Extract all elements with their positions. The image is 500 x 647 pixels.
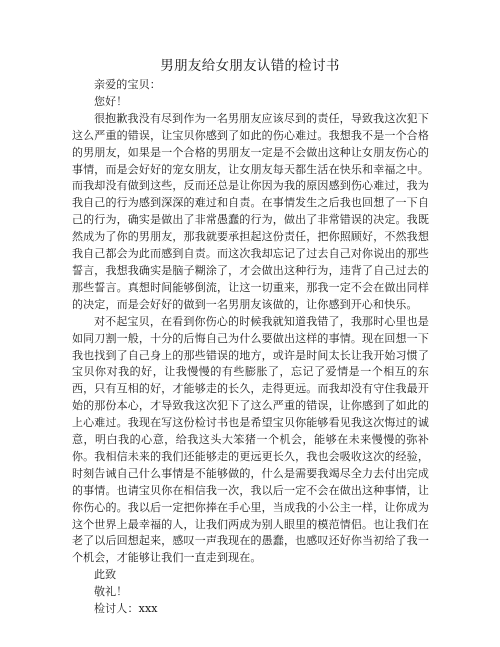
greeting: 您好！ bbox=[94, 94, 128, 108]
document-title: 男朋友给女朋友认错的检讨书 bbox=[160, 58, 340, 74]
document-body bbox=[72, 77, 429, 618]
closing-line: 此致 bbox=[94, 568, 117, 582]
body-paragraph: 对不起宝贝，在看到你伤心的时候我就知道我错了，我那时心里也是如同刀割一般，十分的后悔自己为什么要做出这样的事情。现在回想一下我也找到了自己身上的那些错误的地方，或许是时间太长让我开始习惯了宝贝你对我的好，让我慢慢的有些膨胀了，忘记了爱情是一个相互的东西，只有互相的好，才能够走的长久，走得更远。而我却没有守住我最开始的那份本心，才导致我这次犯下了这么严重的错误，让你感到了如此的上心难过。我现在写这份检讨书也是希望宝贝你能够看见我这次悔过的诚意，明白我的心意，给我这头大笨猪一个机会，能够在未来慢慢的弥补你。我相信未来的我们还能够走的更远更长久，我也会吸收这次的经验，时刻告诫自己什么事情是不能够做的，什么是需要我竭尽全力去付出完成的事情。也请宝贝你在相信我一次，我以后一定不会在做出这种事情，让你伤心的。我以后一定把你捧在手心里，当成我的小公主一样，让你成为这个世界上最幸福的人，让我们两成为别人眼里的模范情侣。也让我们在老了以后回想起来，感叹一声我现在的愚蠢，也感叹还好你当初给了我一个机会，才能够让我们一直走到现在。 bbox=[72, 314, 429, 565]
body-paragraph: 很抱歉我没有尽到作为一名男朋友应该尽到的责任，导致我这次犯下这么严重的错误，让宝贝你感到了如此的伤心难过。我想我不是一个合格的男朋友，如果是一个合格的男朋友一定是不会做出这种让女朋友伤心的事情，而是会好好的宠女朋友，让女朋友每天都生活在快乐和幸福之中。而我却没有做到这些，反而还总是让你因为我的原因感到伤心难过，我为我自己的行为感到深深的难过和自责。在事情发生之后我也回想了一下自己的行为，确实是做出了非常愚蠢的行为，做出了非常错误的决定。我既然成为了你的男朋友，那我就要承担起这份责任，把你照顾好，不然我想我自己都会为此而感到自责。而这次我却忘记了过去自己对你说出的那些誓言，我想我确实是脑子糊涂了，才会做出这种行为，违背了自己过去的那些誓言。真想时间能够倒流，让这一切重来，那我一定不会在做出同样的决定，而是会好好的做到一名男朋友该做的，让你感到开心和快乐。 bbox=[72, 111, 429, 311]
salutation: 亲爱的宝贝： bbox=[94, 78, 161, 91]
closing-salute: 敬礼！ bbox=[94, 585, 128, 599]
signature: 检讨人：xxx bbox=[94, 602, 158, 616]
